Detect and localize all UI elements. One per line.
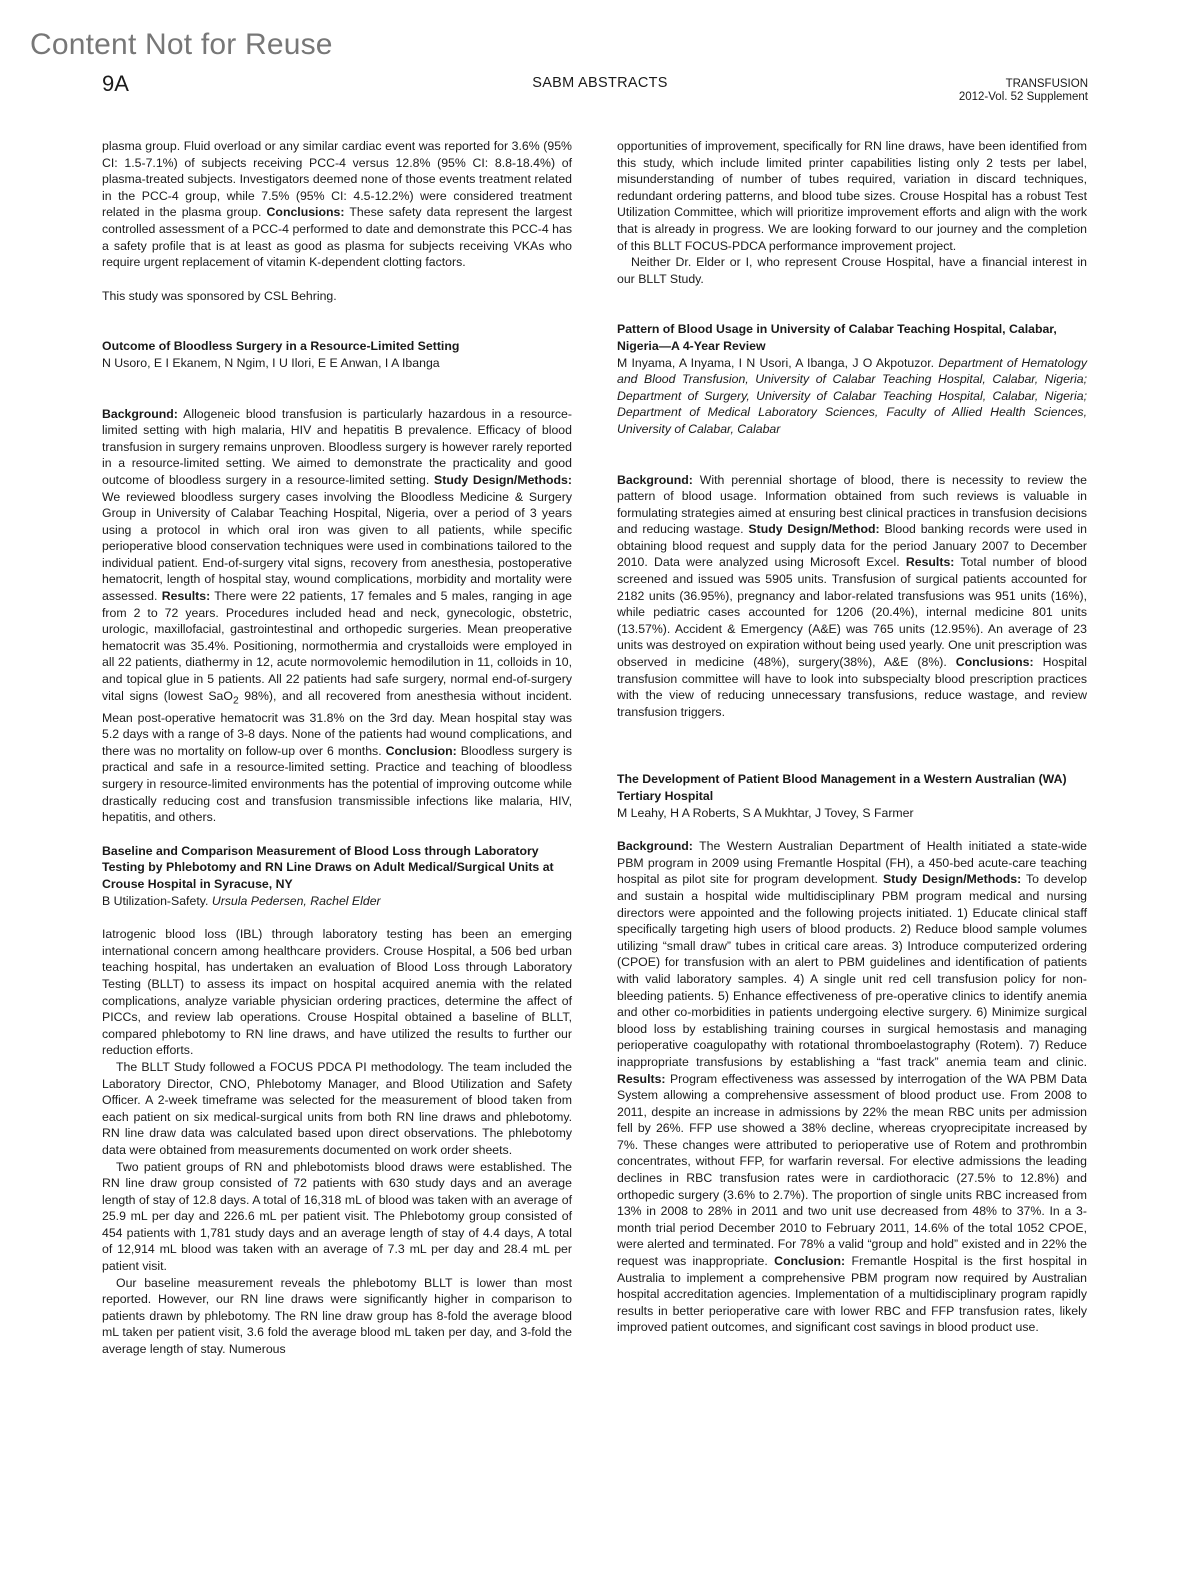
- abstract-authors: N Usoro, E I Ekanem, N Ngim, I U Ilori, E E Anwan, I A Ibanga: [102, 355, 440, 370]
- abstract-paragraph: The BLLT Study followed a FOCUS PDCA PI methodology. The team included the Laboratory Director, CNO, Phlebotomy Manager, and Blood Utilization and Safety Officer. A 2-week timeframe was selected for the measurement of blood taken from each patient on six medical-surgical units from both RN line draws and phlebotomy. RN line draw data was calculated based upon direct observations. The phlebotomy data were obtained from measurements documented on work order sheets.: [102, 1059, 572, 1157]
- journal-name: TRANSFUSION: [1005, 78, 1088, 90]
- abstract-title-pbm-development: The Development of Patient Blood Management in a Western Australian (WA) Tertiary Hospital: [617, 772, 1067, 803]
- page-number: 9A: [102, 71, 129, 96]
- running-title: SABM ABSTRACTS: [532, 75, 668, 91]
- conclusions-label: Conclusions:: [266, 205, 345, 220]
- abstract-title-bloodless-surgery: Outcome of Bloodless Surgery in a Resource-Limited Setting: [102, 339, 460, 354]
- abstract-paragraph: Neither Dr. Elder or I, who represent Crouse Hospital, have a financial interest in our BLLT Study.: [617, 255, 1087, 286]
- journal-volume: 2012-Vol. 52 Supplement: [958, 91, 1088, 103]
- abstract-paragraph: opportunities of improvement, specifically for RN line draws, have been identified from this study, which include limited printer capabilities listing only 2 tests per label, misunderstanding of number of tubes required, variation in discard techniques, redundant ordering patterns, and blood tube sizes. Crouse Hospital has a robust Test Utilization Committee, which will prioritize improvement efforts and align with the work that is already in progress. We are looking forward to our journey and the completion of this BLLT FOCUS-PDCA performance improvement project.: [617, 139, 1087, 253]
- abstract-paragraph: Our baseline measurement reveals the phlebotomy BLLT is lower than most reported. However, our RN line draws were significantly higher in comparison to patients drawn by phlebotomy. The RN line draw group has 8-fold the average blood mL taken per patient visit, 3.6 fold the average blood mL taken per day, and 3-fold the average length of stay. Numerous: [102, 1275, 572, 1357]
- abstract-title-blood-usage: Pattern of Blood Usage in University of Calabar Teaching Hospital, Calabar, Nigeria—A 4-Year Review: [617, 322, 1057, 353]
- abstract-authors: M Inyama, A Inyama, I N Usori, A Ibanga, J O Akpotuzor. Department of Hematology and Blood Transfusion, University of Calabar Teaching Hospital, Calabar, Nigeria; Department of Surgery, University of Calabar Teaching Hospital, Calabar, Nigeria; Department of Medical Laboratory Sciences, Faculty of Allied Health Sciences, University of Calabar, Calabar: [617, 355, 1087, 436]
- affiliation: Department of Hematology and Blood Transfusion, University of Calabar Teaching Hospital, Calabar, Nigeria; Department of Surgery, University of Calabar Teaching Hospital, Calabar, Nigeria; Department of Medical Laboratory Sciences, Faculty of Allied Health Sciences, University of Calabar, Calabar: [617, 355, 1087, 436]
- abstract-title-blood-loss: Baseline and Comparison Measurement of Blood Loss through Laboratory Testing by Phlebotomy and RN Line Draws on Adult Medical/Surgical Units at Crouse Hospital in Syracuse, NY: [102, 843, 554, 892]
- journal-info: [959, 78, 1088, 104]
- abstract-body: Background: The Western Australian Department of Health initiated a state-wide PBM program in 2009 using Fremantle Hospital (FH), a 450-bed acute-care teaching hospital as pilot site for program development. Study Design/Methods: To develop and sustain a hospital wide multidisciplinary PBM program medical and nursing directors were appointed and the following projects initiated. 1) Educate clinical staff specifically targeting high users of blood products. 2) Reduce blood sample volumes utilizing “small draw” tubes in critical care areas. 3) Introduce computerized ordering (CPOE) for transfusion with an alert to PBM guidelines and identification of patients with valid laboratory samples. 4) A single unit red cell transfusion policy for non-bleeding patients. 5) Enhance effectiveness of pre-operative clinics to identify anemia and other co-morbidities in patients undergoing elective surgery. 6) Minimize surgical blood loss by establishing training courses in surgical hemostasis and managing perioperative coagulopathy with rotational thromboelastography (Rotem). 7) Reduce inappropriate transfusions by establishing a “fast track” anemia team and clinic. Results: Program effectiveness was assessed by interrogation of the WA PBM Data System allowing a comprehensive assessment of blood product use. From 2008 to 2011, despite an increase in admissions by 22% the mean RBC units per admission fell by 26%. FFP use showed a 38% decline, whereas cryoprecipitate increased by 7%. These changes were attributed to perioperative use of Rotem and prothrombin concentrates, without FFP, for warfarin reversal. For elective admissions the leading declines in RBC transfusion rates were in cardiothoracic (27.5% to 12.8%) and orthopedic surgery (3.6% to 2.7%). The proportion of single units RBC increased from 13% in 2008 to 28% in 2011 and two unit use decreased from 48% to 37%. In a 3-month trial period December 2010 to February 2011, 14.6% of the total 1052 CPOE, were alerted and terminated. For 78% a valid “group and hold” existed and in 22% the request was inappropriate. Conclusion: Fremantle Hospital is the first hospital in Australia to implement a comprehensive PBM program now required by Australian hospital accreditation agencies. Implementation of a multidisciplinary program rapidly results in better perioperative care with lower RBC and FFP transfusion rates, likely improved patient outcomes, and significant cost savings in blood product use.: [617, 839, 1088, 1335]
- left-column: [102, 138, 572, 1358]
- abstract-authors: B Utilization-Safety. Ursula Pedersen, Rachel Elder: [102, 893, 381, 908]
- abstract-paragraph: Iatrogenic blood loss (IBL) through laboratory testing has been an emerging international concern among healthcare providers. Crouse Hospital, a 506 bed urban teaching hospital, has undertaken an evaluation of Blood Loss through Laboratory Testing (BLLT) to assess its impact on hospital acquired anemia with the related complications, analyze variable physician ordering practices, determine the affect of PICCs, and review lab operations. Crouse Hospital obtained a baseline of BLLT, compared phlebotomy to RN line draws, and have utilized the results to further our reduction efforts.: [102, 927, 572, 1058]
- abstract-authors: M Leahy, H A Roberts, S A Mukhtar, J Tovey, S Farmer: [617, 805, 914, 820]
- continued-abstract-text: plasma group. Fluid overload or any similar cardiac event was reported for 3.6% (95% CI: 1.5-7.1%) of subjects receiving PCC-4 versus 12.8% (95% CI: 8.8-18.4%) of plasma-treated subjects. Investigators deemed none of those events treatment related in the PCC-4 group, while 7.5% (95% CI: 4.5-12.2%) were considered treatment related in the plasma group. Conclusions: These safety data represent the largest controlled assessment of a PCC-4 performed to date and demonstrate this PCC-4 has a safety profile that is at least as good as plasma for subjects receiving VKAs who require urgent replacement of vitamin K-dependent clotting factors.: [102, 139, 572, 270]
- abstract-body: Background: With perennial shortage of blood, there is necessity to review the pattern of blood usage. Information obtained from such reviews is valuable in formulating strategies aimed at ensuring best clinical practices in transfusion decisions and reducing wastage. Study Design/Method: Blood banking records were used in obtaining blood request and supply data for the period January 2007 to December 2010. Data were analyzed using Microsoft Excel. Results: Total number of blood screened and issued was 5905 units. Transfusion of surgical patients accounted for 2182 units (36.95%), pregnancy and labor-related transfusions was 951 units (16%), while pediatric cases accounted for 1206 (20.4%), internal medicine 801 units (13.57%). Accident & Emergency (A&E) was 765 units (12.95%). An average of 23 units was destroyed on expiration without being used yearly. One unit prescription was observed in medicine (48%), surgery(38%), A&E (8%). Conclusions: Hospital transfusion committee will have to look into subspecialty blood prescription practices with the view of reducing unnecessary transfusions, reduce wastage, and review transfusion triggers.: [617, 472, 1088, 719]
- watermark: Content Not for Reuse: [30, 28, 333, 61]
- abstract-paragraph: Two patient groups of RN and phlebotomists blood draws were established. The RN line draw group consisted of 72 patients with 630 study days and an average length of stay of 12.8 days. A total of 16,318 mL of blood was taken with an average of 25.9 mL per day and 226.6 mL per patient visit. The Phlebotomy group consisted of 454 patients with 1,781 study days and an average length of stay of 4.4 days, A total of 12,914 mL blood was taken with an average of 7.3 mL per day and 28.4 mL per patient visit.: [102, 1159, 572, 1274]
- abstract-body: Background: Allogeneic blood transfusion is particularly hazardous in a resource-limited setting with high malaria, HIV and hepatitis B prevalence. Efficacy of blood transfusion in surgery remains unproven. Bloodless surgery is however rarely reported in a resource-limited setting. We aimed to demonstrate the practicality and good outcome of bloodless surgery in a resource-limited setting. Study Design/Methods: We reviewed bloodless surgery cases involving the Bloodless Medicine & Surgery Group in University of Calabar Teaching Hospital, Nigeria, over a period of 3 years using a protocol in which oral iron was given to all patients, while specific perioperative blood conservation techniques were used in combinations tailored to the individual patient. End-of-surgery vital signs, recovery from anesthesia, postoperative hematocrit, length of hospital stay, wound complications, morbidity and mortality were assessed. Results: There were 22 patients, 17 females and 5 males, ranging in age from 2 to 72 years. Procedures included head and neck, gynecologic, obstetric, urologic, maxillofacial, gastrointestinal and orthopedic surgeries. Mean preoperative hematocrit was 35.4%. Positioning, normothermia and crystalloids were employed in all 22 patients, diathermy in 12, acute normovolemic hemodilution in 11, colloids in 10, and topical glue in 5 patients. All 22 patients had safe surgery, normal end-of-surgery vital signs (lowest SaO$_2$ 98%), and all recovered from anesthesia without incident. Mean post-operative hematocrit was 31.8% on the 3rd day. Mean hospital stay was 5.2 days with a range of 3-8 days. None of the patients had wound complications, and there was no mortality on follow-up over 6 months. Conclusion: Bloodless surgery is practical and safe in a resource-limited setting. Practice and teaching of bloodless surgery in resource-limited environments has the potential of improving outcome while drastically reducing cost and transfusion transmissible infections like malaria, HIV, hepatitis, and others.: [102, 406, 572, 825]
- sponsor-note: This study was sponsored by CSL Behring.: [102, 288, 337, 303]
- right-column: [617, 138, 1087, 1336]
